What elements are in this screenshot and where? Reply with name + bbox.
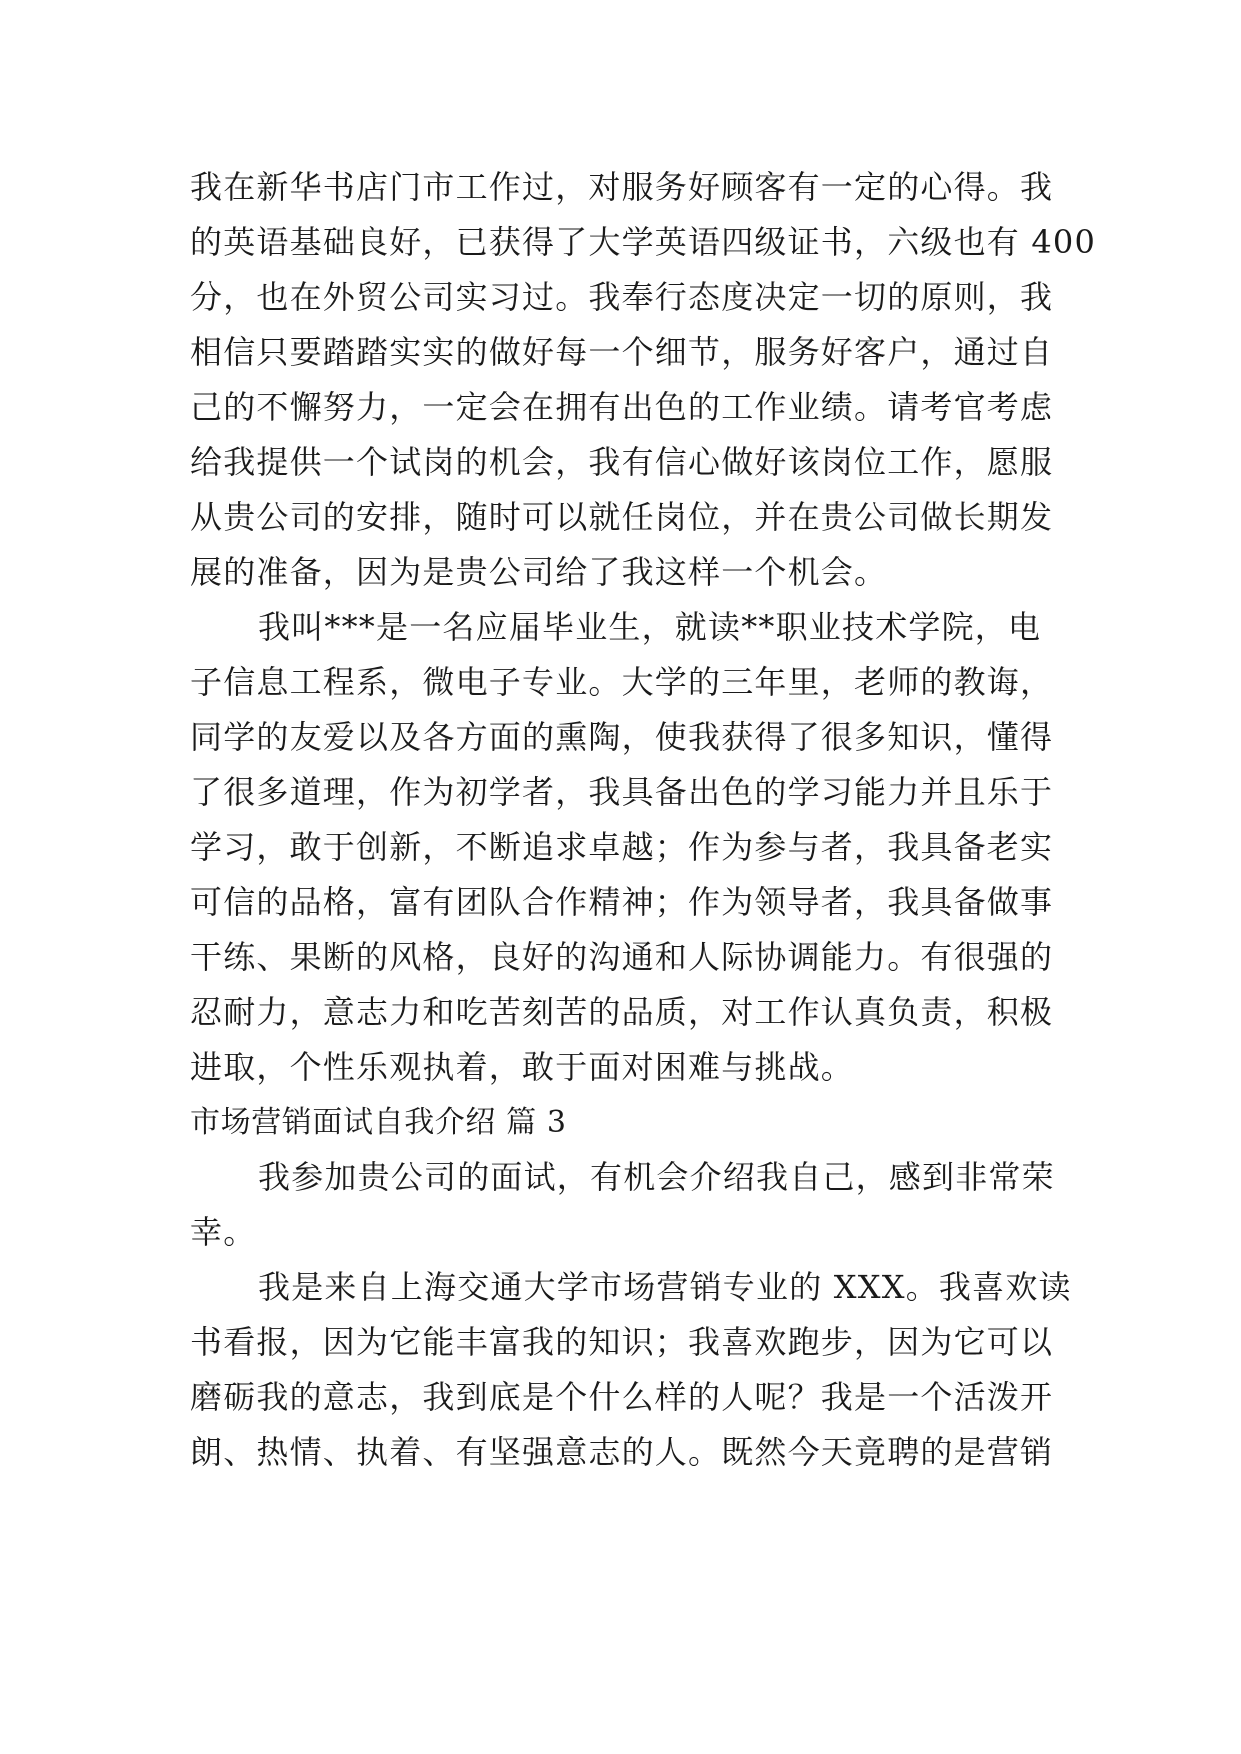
paragraph-line: 展的准备，因为是贵公司给了我这样一个机会。 <box>190 553 888 591</box>
paragraph-line: 书看报，因为它能丰富我的知识；我喜欢跑步，因为它可以 <box>190 1323 1054 1361</box>
paragraph-1 <box>190 160 1097 600</box>
paragraph-line: 朗、热情、执着、有坚强意志的人。既然今天竟聘的是营销 <box>190 1433 1054 1471</box>
paragraph-line: 我叫***是一名应届毕业生，就读**职业技术学院，电 <box>258 608 1042 646</box>
paragraph-4 <box>190 1260 1072 1480</box>
paragraph-line: 给我提供一个试岗的机会，我有信心做好该岗位工作，愿服 <box>190 443 1054 481</box>
paragraph-line: 相信只要踏踏实实的做好每一个细节，服务好客户，通过自 <box>190 333 1054 371</box>
paragraph-2 <box>190 600 1060 1095</box>
paragraph-line: 忍耐力，意志力和吃苦刻苦的品质，对工作认真负责，积极 <box>190 993 1054 1031</box>
paragraph-line: 可信的品格，富有团队合作精神；作为领导者，我具备做事 <box>190 883 1054 921</box>
paragraph-line: 幸。 <box>190 1213 257 1251</box>
paragraph-line: 分，也在外贸公司实习过。我奉行态度决定一切的原则，我 <box>190 278 1054 316</box>
paragraph-line: 磨砺我的意志，我到底是个什么样的人呢？我是一个活泼开 <box>190 1378 1054 1416</box>
paragraph-line: 进取，个性乐观执着，敢于面对困难与挑战。 <box>190 1048 855 1086</box>
paragraph-line: 同学的友爱以及各方面的熏陶，使我获得了很多知识，懂得 <box>190 718 1054 756</box>
paragraph-line: 了很多道理，作为初学者，我具备出色的学习能力并且乐于 <box>190 773 1054 811</box>
paragraph-line: 的英语基础良好，已获得了大学英语四级证书，六级也有 400 <box>190 223 1097 261</box>
paragraph-3 <box>190 1150 1060 1260</box>
paragraph-line: 己的不懈努力，一定会在拥有出色的工作业绩。请考官考虑 <box>190 388 1054 426</box>
paragraph-line: 干练、果断的风格，良好的沟通和人际协调能力。有很强的 <box>190 938 1054 976</box>
paragraph-line: 学习，敢于创新，不断追求卓越；作为参与者，我具备老实 <box>190 828 1054 866</box>
paragraph-line: 我在新华书店门市工作过，对服务好顾客有一定的心得。我 <box>190 168 1054 206</box>
paragraph-line: 子信息工程系，微电子专业。大学的三年里，老师的教诲， <box>190 663 1054 701</box>
paragraph-line: 我是来自上海交通大学市场营销专业的 XXX。我喜欢读 <box>258 1268 1072 1306</box>
paragraph-line: 我参加贵公司的面试，有机会介绍我自己，感到非常荣 <box>258 1158 1055 1196</box>
document-page <box>190 160 1097 1480</box>
paragraph-line: 从贵公司的安排，随时可以就任岗位，并在贵公司做长期发 <box>190 498 1054 536</box>
section-heading: 市场营销面试自我介绍 篇 3 <box>190 1105 567 1140</box>
